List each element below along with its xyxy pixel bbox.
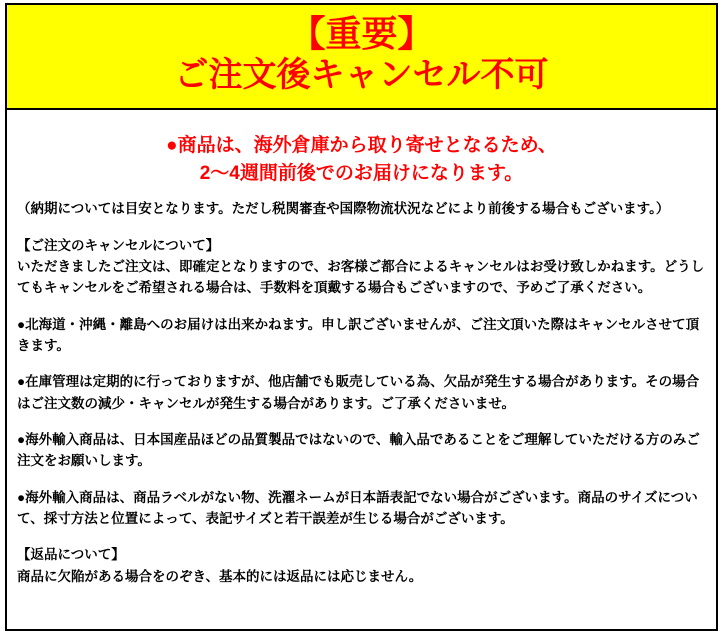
section-remote-areas-body: ●北海道・沖縄・離島へのお届けは出来かねます。申し訳ございませんが、ご注文頂いた際はキャンセルさせて頂きます。 xyxy=(17,316,700,353)
section-import-quality xyxy=(17,429,706,472)
section-labels-sizing xyxy=(17,487,706,530)
section-stock-management-body: ●在庫管理は定期的に行っておりますが、他店舗でも販売している為、欠品が発生する場合があります。その場合はご注文数の減少・キャンセルが発生する場合があります。ご了承くださいませ。 xyxy=(17,374,700,411)
section-cancellation-heading: 【ご注文のキャンセルについて】 xyxy=(17,237,220,253)
delivery-estimate-note: （納期については目安となります。ただし税関審査や国際物流状況などにより前後する場合もございます。） xyxy=(17,201,670,217)
headline-line-2: 2～4週間前後でのお届けになります。 xyxy=(199,162,524,184)
notice-banner xyxy=(7,5,716,110)
section-import-quality-body: ●海外輸入商品は、日本国産品ほどの品質製品ではないので、輸入品であることをご理解していただける方のみご注文をお願いします。 xyxy=(17,431,700,469)
section-cancellation xyxy=(17,235,706,299)
important-notice-panel xyxy=(5,3,718,631)
headline-overseas-warehouse xyxy=(17,132,706,187)
notice-body xyxy=(7,110,716,587)
section-returns-body: 商品に欠陥がある場合をのぞき、基本的には返品には応じません。 xyxy=(17,568,423,584)
section-labels-sizing-body: ●海外輸入商品は、商品ラベルがない物、洗濯ネームが日本語表記でない場合がございます。商品のサイズについて、採寸方法と位置によって、表記サイズと若干誤差が生じる場合がございます。 xyxy=(17,489,698,526)
section-returns xyxy=(17,544,706,587)
section-stock-management xyxy=(17,371,706,414)
section-cancellation-body: いただきましたご注文は、即確定となりますので、お客様ご都合によるキャンセルはお受け致しかねます。どうしてもキャンセルをご希望される場合は、手数料を頂戴する場合もございますので、予めご了承ください。 xyxy=(17,258,705,296)
section-remote-areas xyxy=(17,314,706,357)
section-returns-heading: 【返品について】 xyxy=(17,547,125,563)
banner-title-no-cancel: ご注文後キャンセル不可 xyxy=(174,56,549,95)
banner-title-important: 【重要】 xyxy=(289,13,434,54)
headline-line-1: ●商品は、海外倉庫から取り寄せとなるため、 xyxy=(166,135,557,157)
